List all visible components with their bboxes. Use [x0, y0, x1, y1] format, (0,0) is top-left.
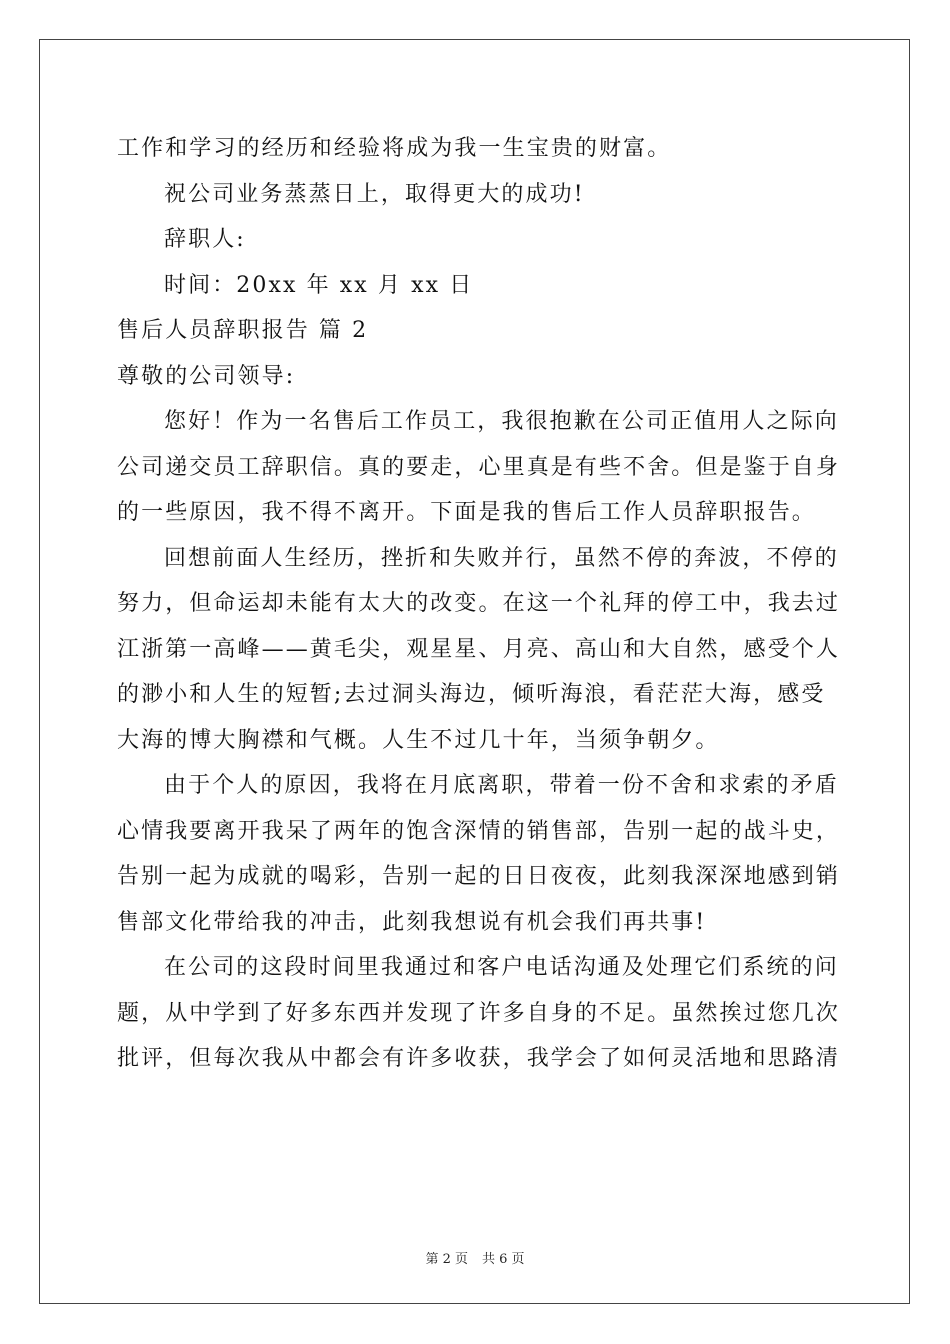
text-line-2: 祝公司业务蒸蒸日上，取得更大的成功! — [164, 181, 585, 207]
text-line-8: 公司递交员工辞职信。真的要走，心里真是有些不舍。但是鉴于自身 — [117, 454, 841, 480]
text-line-13: 的渺小和人生的短暂;去过洞头海边，倾听海浪，看茫茫大海，感受 — [117, 682, 826, 707]
text-line-19: 在公司的这段时间里我通过和客户电话沟通及处理它们系统的问 — [164, 955, 839, 980]
text-line-16: 心情我要离开我呆了两年的饱含深情的销售部，告别一起的战斗史， — [117, 818, 841, 844]
text-line-20: 题，从中学到了好多东西并发现了许多自身的不足。虽然挨过您几次 — [117, 1000, 841, 1026]
document-body — [117, 126, 841, 1082]
text-line-12: 江浙第一高峰——黄毛尖，观星星、月亮、高山和大自然，感受个人 — [117, 636, 841, 662]
text-line-18: 售部文化带给我的冲击，此刻我想说有机会我们再共事! — [117, 909, 707, 935]
page-number-current: 第 2 页 — [425, 1252, 468, 1267]
text-line-3: 辞职人: — [164, 227, 246, 252]
text-line-11: 努力，但命运却未能有太大的改变。在这一个礼拜的停工中，我去过 — [117, 591, 841, 616]
page-number-total: 共 6 页 — [482, 1252, 525, 1267]
text-line-9: 的一些原因，我不得不离开。下面是我的售后工作人员辞职报告。 — [117, 500, 816, 525]
text-line-1: 工作和学习的经历和经验将成为我一生宝贵的财富。 — [117, 136, 672, 161]
section-heading: 售后人员辞职报告 篇 2 — [117, 318, 369, 343]
text-line-17: 告别一起为成就的喝彩，告别一起的日日夜夜，此刻我深深地感到销 — [117, 864, 841, 889]
salutation: 尊敬的公司领导: — [117, 363, 296, 389]
page-footer — [0, 1248, 950, 1267]
text-line-15: 由于个人的原因，我将在月底离职，带着一份不舍和求索的矛盾 — [164, 773, 839, 798]
text-line-14: 大海的博大胸襟和气概。人生不过几十年，当须争朝夕。 — [117, 727, 720, 753]
text-line-7: 您好！作为一名售后工作员工，我很抱歉在公司正值用人之际向 — [164, 409, 839, 434]
text-line-10: 回想前面人生经历，挫折和失败并行，虽然不停的奔波，不停的 — [164, 545, 839, 571]
text-line-4: 时间：20xx 年 xx 月 xx 日 — [164, 272, 474, 298]
text-line-21: 批评，但每次我从中都会有许多收获，我学会了如何灵活地和思路清 — [117, 1046, 841, 1071]
